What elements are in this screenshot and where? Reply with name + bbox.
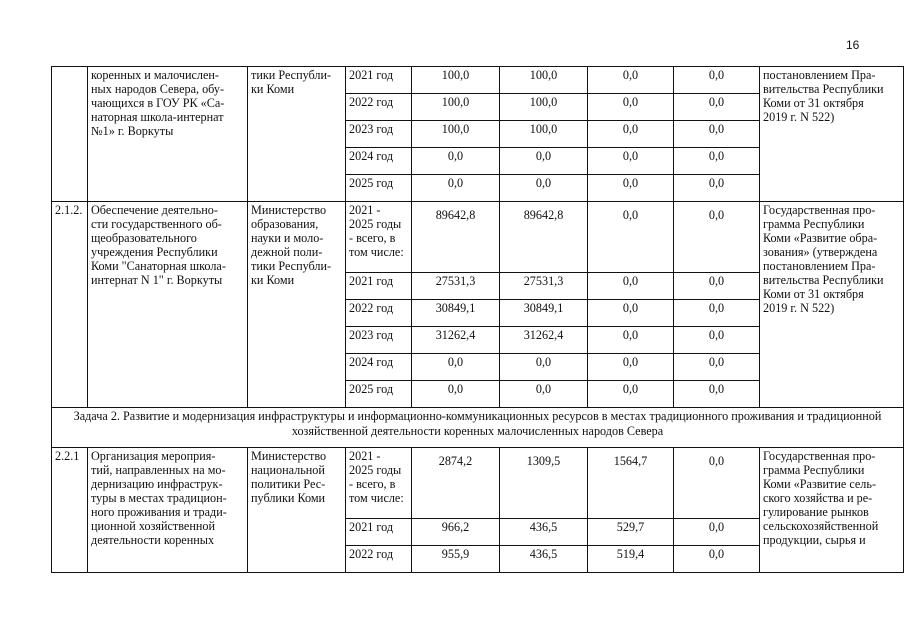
rb-cell: 0,0	[500, 381, 588, 408]
fb-cell: 0,0	[588, 273, 674, 300]
total-cell: 100,0	[412, 94, 500, 121]
total-cell: 30849,1	[412, 300, 500, 327]
year-cell: 2022 год	[346, 546, 412, 573]
fb-cell: 529,7	[588, 519, 674, 546]
other-cell: 0,0	[674, 94, 760, 121]
rb-cell: 27531,3	[500, 273, 588, 300]
total-cell: 0,0	[412, 148, 500, 175]
other-cell: 0,0	[674, 546, 760, 573]
other-cell: 0,0	[674, 327, 760, 354]
other-cell: 0,0	[674, 175, 760, 202]
rb-cell: 436,5	[500, 519, 588, 546]
total-cell: 955,9	[412, 546, 500, 573]
measure-description: Обеспечение деятельно- сти государственного об- щеобразовательного учреждения Республики Коми "Санаторная школа- интернат N 1" г. Воркуты	[88, 202, 248, 408]
period-total-label: 2021 - 2025 годы - всего, в том числе:	[346, 448, 412, 519]
table-row	[52, 67, 904, 94]
other-cell: 0,0	[674, 300, 760, 327]
total-cell: 2874,2	[412, 448, 500, 519]
year-cell: 2024 год	[346, 354, 412, 381]
measure-description: Организация мероприя- тий, направленных на мо- дернизацию инфраструк- туры в местах традицион- ного проживания и тради- ционной хозяйственной деятельности коренных	[88, 448, 248, 573]
executor-cell: тики Республи- ки Коми	[248, 67, 346, 202]
rb-cell: 1309,5	[500, 448, 588, 519]
year-cell: 2023 год	[346, 327, 412, 354]
page-number: 16	[846, 38, 860, 52]
rb-cell: 31262,4	[500, 327, 588, 354]
program-table	[51, 66, 904, 573]
fb-cell: 519,4	[588, 546, 674, 573]
program-note: Государственная про- грамма Республики Коми «Развитие сель- ского хозяйства и ре- гулирование рынков сельскохозяйственной продукции, сырья и	[760, 448, 904, 573]
fb-cell: 0,0	[588, 67, 674, 94]
total-cell: 0,0	[412, 381, 500, 408]
year-cell: 2021 год	[346, 519, 412, 546]
fb-cell: 0,0	[588, 300, 674, 327]
fb-cell: 1564,7	[588, 448, 674, 519]
table-row	[52, 448, 904, 519]
year-cell: 2023 год	[346, 121, 412, 148]
year-cell: 2021 год	[346, 273, 412, 300]
fb-cell: 0,0	[588, 121, 674, 148]
other-cell: 0,0	[674, 519, 760, 546]
total-cell: 100,0	[412, 121, 500, 148]
rb-cell: 30849,1	[500, 300, 588, 327]
year-cell: 2022 год	[346, 300, 412, 327]
code-cell: 2.2.1	[52, 448, 88, 573]
other-cell: 0,0	[674, 273, 760, 300]
other-cell: 0,0	[674, 448, 760, 519]
rb-cell: 89642,8	[500, 202, 588, 273]
task-row	[52, 408, 904, 448]
total-cell: 89642,8	[412, 202, 500, 273]
total-cell: 100,0	[412, 67, 500, 94]
fb-cell: 0,0	[588, 94, 674, 121]
other-cell: 0,0	[674, 121, 760, 148]
table-row	[52, 202, 904, 273]
other-cell: 0,0	[674, 354, 760, 381]
executor-cell: Министерство образования, науки и моло- дежной поли- тики Республи- ки Коми	[248, 202, 346, 408]
measure-description: коренных и малочислен- ных народов Севера, обу- чающихся в ГОУ РК «Са- наторная школа-интернат №1» г. Воркуты	[88, 67, 248, 202]
total-cell: 31262,4	[412, 327, 500, 354]
year-cell: 2025 год	[346, 381, 412, 408]
fb-cell: 0,0	[588, 202, 674, 273]
fb-cell: 0,0	[588, 354, 674, 381]
other-cell: 0,0	[674, 148, 760, 175]
fb-cell: 0,0	[588, 327, 674, 354]
year-cell: 2024 год	[346, 148, 412, 175]
other-cell: 0,0	[674, 67, 760, 94]
code-cell	[52, 67, 88, 202]
program-note: Государственная про- грамма Республики Коми «Развитие обра- зования» (утверждена постановлением Пра- вительства Республики Коми от 31 октября 2019 г. N 522)	[760, 202, 904, 408]
total-cell: 0,0	[412, 354, 500, 381]
year-cell: 2022 год	[346, 94, 412, 121]
rb-cell: 100,0	[500, 121, 588, 148]
fb-cell: 0,0	[588, 148, 674, 175]
total-cell: 966,2	[412, 519, 500, 546]
year-cell: 2025 год	[346, 175, 412, 202]
executor-cell: Министерство национальной политики Рес- публики Коми	[248, 448, 346, 573]
year-cell: 2021 год	[346, 67, 412, 94]
rb-cell: 100,0	[500, 67, 588, 94]
other-cell: 0,0	[674, 202, 760, 273]
other-cell: 0,0	[674, 381, 760, 408]
rb-cell: 0,0	[500, 175, 588, 202]
rb-cell: 0,0	[500, 148, 588, 175]
rb-cell: 436,5	[500, 546, 588, 573]
program-note: постановлением Пра- вительства Республики Коми от 31 октября 2019 г. N 522)	[760, 67, 904, 202]
period-total-label: 2021 - 2025 годы - всего, в том числе:	[346, 202, 412, 273]
task-heading: Задача 2. Развитие и модернизация инфраструктуры и информационно-коммуникационных ресурсов в местах традиционного проживания и традиционной хозяйственной деятельности коренных малочисленных народов Севера	[52, 408, 904, 448]
rb-cell: 100,0	[500, 94, 588, 121]
total-cell: 0,0	[412, 175, 500, 202]
rb-cell: 0,0	[500, 354, 588, 381]
code-cell: 2.1.2.	[52, 202, 88, 408]
total-cell: 27531,3	[412, 273, 500, 300]
fb-cell: 0,0	[588, 175, 674, 202]
fb-cell: 0,0	[588, 381, 674, 408]
